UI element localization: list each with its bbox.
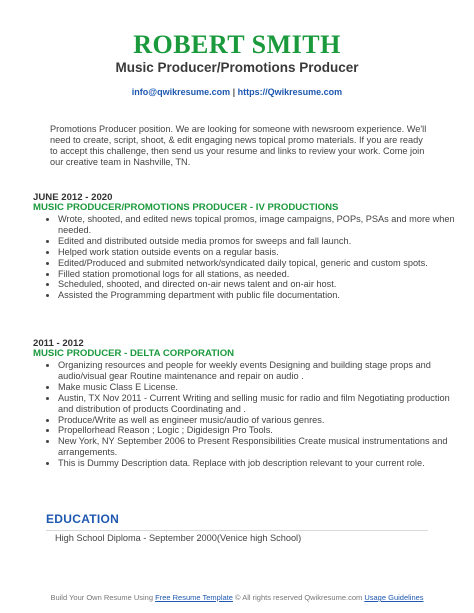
- education-heading: EDUCATION: [46, 512, 120, 526]
- list-item: • Helped work station outside events on a regular basis.: [58, 247, 458, 258]
- list-item: • New York, NY September 2006 to Present Responsibilities Create musical instrumentations and arrangements.: [58, 436, 458, 458]
- list-item: • Wrote, shooted, and edited news topical promos, image campaigns, POPs, PSAs and more when needed.: [58, 214, 458, 236]
- list-item: • Propellorhead Reason ; Logic ; Digidesign Pro Tools.: [58, 425, 458, 436]
- job-2-bullet-list: [46, 360, 458, 469]
- website-link[interactable]: https://Qwikresume.com: [237, 87, 343, 97]
- candidate-name: ROBERT SMITH: [133, 30, 341, 59]
- summary-paragraph: Promotions Producer position. We are looking for someone with newsroom experience. We'll need to create, script, shoot, & edit engaging news topical promo materials. If you are ready to accept this challenge, then send us your resume and links to review your work. Come join our creative team in Nashville, TN.: [50, 124, 427, 167]
- list-item: • Edited and distributed outside media promos for sweeps and fall launch.: [58, 236, 458, 247]
- job-1-bullet-list: [46, 214, 458, 301]
- usage-guidelines-link[interactable]: Usage Guidelines: [364, 593, 424, 602]
- footer: [0, 593, 474, 603]
- education-divider: [46, 530, 428, 531]
- footer-copyright: © All rights reserved Qwikresume.com: [235, 593, 363, 602]
- free-resume-template-link[interactable]: Free Resume Template: [155, 593, 233, 602]
- list-item: • Produce/Write as well as engineer music/audio of various genres.: [58, 415, 458, 426]
- job-2-dates: 2011 - 2012: [33, 338, 84, 349]
- list-item: • Edited/Produced and submited network/syndicated daily topical, generic and custom spots.: [58, 258, 458, 269]
- email-link[interactable]: info@qwikresume.com: [131, 87, 231, 97]
- list-item: • Assisted the Programming department with public file documentation.: [58, 290, 458, 301]
- job-1-title: MUSIC PRODUCER/PROMOTIONS PRODUCER - IV PRODUCTIONS: [33, 202, 339, 213]
- education-entry: High School Diploma - September 2000(Venice high School): [55, 533, 302, 543]
- list-item: • Scheduled, shooted, and directed on-air news talent and on-air host.: [58, 279, 458, 290]
- footer-prefix: Build Your Own Resume Using: [50, 593, 154, 602]
- list-item: • This is Dummy Description data. Replace with job description relevant to your current role.: [58, 458, 458, 469]
- list-item: • Organizing resources and people for weekly events Designing and building stage props and audio/visual gear Routine maintenance and repair on audio .: [58, 360, 458, 382]
- job-1-dates: JUNE 2012 - 2020: [33, 192, 113, 203]
- job-2-title: MUSIC PRODUCER - DELTA CORPORATION: [33, 348, 235, 359]
- contact-line: [0, 86, 474, 98]
- list-item: • Austin, TX Nov 2011 - Current Writing and selling music for radio and film Negotiating production and distribution of products Coordinating and .: [58, 393, 458, 415]
- list-item: • Make music Class E License.: [58, 382, 458, 393]
- job-title-heading: Music Producer/Promotions Producer: [115, 60, 359, 75]
- contact-separator: |: [232, 87, 236, 97]
- list-item: • Filled station promotional logs for all stations, as needed.: [58, 269, 458, 280]
